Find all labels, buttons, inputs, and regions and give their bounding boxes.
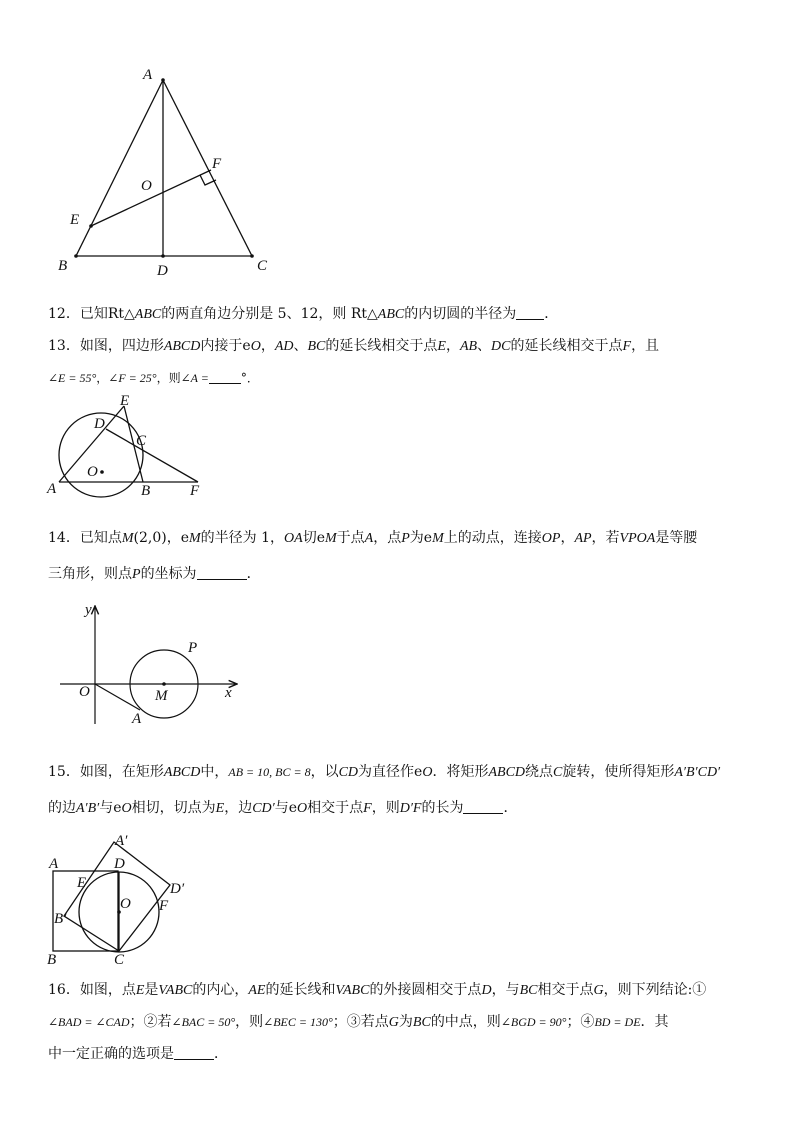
question-15: 15．如图，在矩形ABCD中，AB = 10, BC = 8，以CD为直径作eO．将矩形ABCD绕点C旋转，使所得矩形A′B′CD′ xyxy=(48,764,721,780)
answer-blank[interactable] xyxy=(209,369,241,384)
question-16-line-3: 中一定正确的选项是 ． xyxy=(48,1046,228,1062)
label-b-prime: B′ xyxy=(54,911,67,927)
segment-ac xyxy=(163,80,252,256)
label-a: A xyxy=(49,856,59,872)
figure-triangle-abc xyxy=(55,62,280,277)
label-m: M xyxy=(155,688,168,704)
label-e: E xyxy=(77,875,87,891)
label-o: O xyxy=(79,684,90,700)
label-a: A xyxy=(143,67,153,83)
label-a: A xyxy=(47,481,57,497)
label-c: C xyxy=(136,433,147,449)
label-a: A xyxy=(132,711,142,727)
answer-blank[interactable] xyxy=(174,1045,214,1060)
question-12: 12．已知Rt△ABC的两直角边分别是 5、12，则 Rt△ABC的内切圆的半径为 ． xyxy=(48,306,559,322)
label-o: O xyxy=(141,178,152,194)
line-df xyxy=(106,429,198,482)
label-e: E xyxy=(70,212,80,228)
question-13: 13．如图，四边形ABCD内接于eO，AD、BC的延长线相交于点E，AB、DC的延长线相交于点F，且 xyxy=(48,338,660,354)
figure-rotated-rectangle xyxy=(44,830,194,970)
segment-ab xyxy=(76,80,163,256)
label-o: O xyxy=(120,896,131,912)
question-15-line-2: 的边A′B′与eO相切，切点为E，边CD′与eO相交于点F，则D′F的长为 ． xyxy=(48,800,518,816)
answer-blank[interactable] xyxy=(516,305,544,320)
segment-oa xyxy=(95,684,140,710)
question-13-line-2: ∠E = 55°，∠F = 25°，则∠A = °． xyxy=(48,371,259,385)
label-x: x xyxy=(225,685,232,701)
label-c: C xyxy=(257,258,268,274)
answer-blank[interactable] xyxy=(463,799,503,814)
label-c: C xyxy=(114,952,125,968)
label-d: D xyxy=(157,263,168,277)
question-16: 16．如图，点E是VABC的内心，AE的延长线和VABC的外接圆相交于点D，与BC相交于点G，则下列结论:① xyxy=(48,982,707,998)
label-d-prime: D′ xyxy=(170,881,185,897)
label-d: D xyxy=(114,856,125,872)
label-d: D xyxy=(94,416,105,432)
label-f: F xyxy=(212,156,222,172)
label-b: B xyxy=(58,258,68,274)
label-p: P xyxy=(188,640,198,656)
figure-coordinate-circle xyxy=(54,600,244,728)
label-f: F xyxy=(190,483,200,499)
figure-cyclic-quadrilateral xyxy=(44,393,214,501)
question-16-line-2: ∠BAD = ∠CAD；②若∠BAC = 50°，则∠BEC = 130°；③若点G为BC的中点，则∠BGD = 90°；④BD = DE．其 xyxy=(48,1014,669,1030)
label-f: F xyxy=(159,898,169,914)
label-b: B xyxy=(47,952,57,968)
question-14: 14．已知点M(2,0)，eM的半径为 1，OA切eM于点A，点P为eM上的动点，连接OP，AP，若VPOA是等腰 xyxy=(48,530,698,546)
label-b: B xyxy=(141,483,151,499)
answer-blank[interactable] xyxy=(197,565,247,580)
label-y: y xyxy=(85,602,92,618)
label-a-prime: A′ xyxy=(115,833,128,849)
label-e: E xyxy=(120,393,130,409)
question-14-line-2: 三角形，则点P的坐标为 ． xyxy=(48,566,261,582)
label-o: O xyxy=(87,464,98,480)
